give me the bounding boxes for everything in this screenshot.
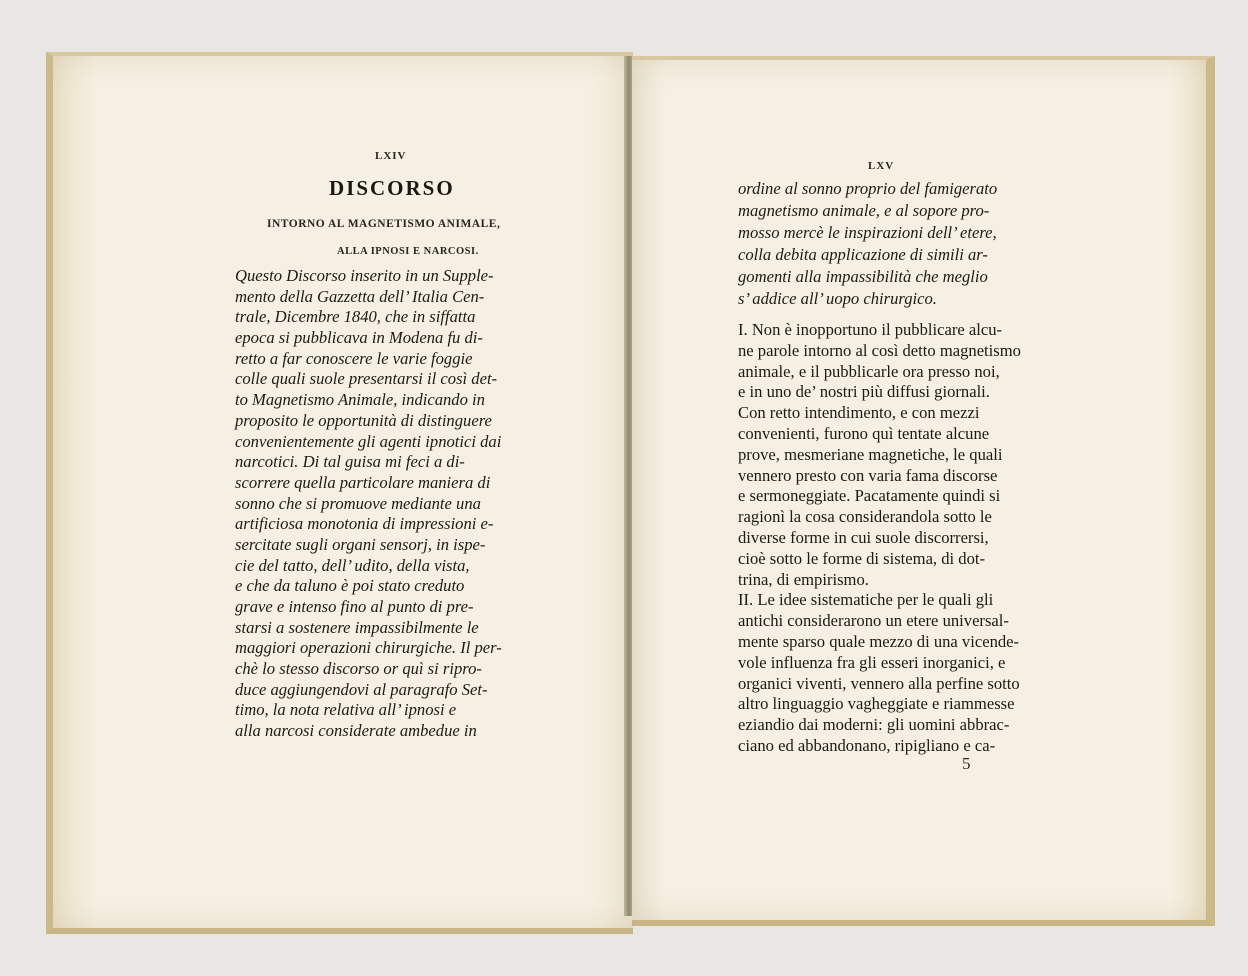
text-line: grave e intenso fino al punto di pre- — [235, 597, 474, 616]
text-line: I. Non è inopportuno il pubblicare alcu- — [738, 320, 1003, 339]
text-line: artificiosa monotonia di impressioni e- — [235, 514, 494, 534]
text-line: timo, la nota relativa all’ ipnosi e — [235, 700, 457, 720]
text-line: vennero presto con varia fama discorse — [738, 465, 998, 485]
text-line: duce aggiungendovi al paragrafo Set- — [235, 679, 488, 699]
text-line: II. Le idee sistematiche per le quali gli — [738, 590, 994, 610]
text-line: cie del tatto, dell’ udito, della vista, — [235, 555, 470, 575]
text-line: diverse forme in cui suole discorrersi, — [738, 527, 989, 547]
text-line: s’ addice all’ uopo chirurgico. — [738, 289, 937, 308]
left-page — [46, 52, 633, 934]
text-line: Questo Discorso inserito in un Supple- — [235, 266, 494, 285]
text-line: organici viventi, vennero alla perfine sotto — [738, 673, 1020, 693]
discourse-subtitle-1: INTORNO AL MAGNETISMO ANIMALE, — [267, 218, 501, 230]
text-line: ordine al sonno proprio del famigerato — [738, 179, 998, 198]
text-line: convenienti, furono quì tentate alcune — [738, 423, 990, 443]
text-line: animale, e il pubblicarle ora presso noi, — [738, 361, 1000, 381]
text-line: retto a far conoscere le varie foggie — [235, 348, 473, 368]
text-line: colle quali suole presentarsi il così det- — [235, 369, 498, 389]
right-page — [632, 56, 1215, 926]
text-line: antichi considerarono un etere universal- — [738, 611, 1009, 631]
text-line: ciano ed abbandonano, ripigliano e ca- — [738, 735, 996, 755]
text-line: sercitate sugli organi sensorj, in ispe- — [235, 534, 486, 554]
text-line: maggiori operazioni chirurgiche. Il per- — [235, 638, 502, 658]
text-line: e in uno de’ nostri più diffusi giornali. — [738, 382, 990, 402]
text-line: epoca si pubblicava in Modena fu di- — [235, 328, 483, 348]
text-line: e che da taluno è poi stato creduto — [235, 576, 465, 596]
text-line: prove, mesmeriane magnetiche, le quali — [738, 444, 1003, 464]
text-line: magnetismo animale, e al sopore pro- — [738, 201, 990, 220]
text-line: Con retto intendimento, e con mezzi — [738, 403, 980, 423]
text-line: e sermoneggiate. Pacatamente quindi si — [738, 486, 1001, 506]
text-line: gomenti alla impassibilità che meglio — [738, 267, 988, 286]
text-line: vole influenza fra gli esseri inorganici, e — [738, 652, 1006, 672]
signature-mark: 5 — [962, 754, 971, 773]
left-page-body — [235, 266, 502, 742]
text-line: chè lo stesso discorso or quì si ripro- — [235, 659, 482, 679]
text-line: sonno che si promuove mediante una — [235, 493, 481, 513]
text-line: ragionì la cosa considerandola sotto le — [738, 507, 992, 527]
text-line: ne parole intorno al così detto magnetismo — [738, 340, 1021, 360]
text-line: convenientemente gli agenti ipnotici dai — [235, 431, 502, 451]
text-line: narcotici. Di tal guisa mi feci a di- — [235, 452, 465, 472]
text-line: cioè sotto le forme di sistema, di dot- — [738, 548, 986, 568]
right-page-italic-intro — [738, 178, 997, 310]
text-line: mente sparso quale mezzo di una vicende- — [738, 631, 1020, 651]
text-line: mento della Gazzetta dell’ Italia Cen- — [235, 286, 485, 306]
text-line: mosso mercè le inspirazioni dell’ etere, — [738, 223, 997, 242]
discourse-subtitle-2: ALLA IPNOSI E NARCOSI. — [337, 246, 479, 257]
text-line: eziandio dai moderni: gli uomini abbrac- — [738, 715, 1010, 735]
text-line: colla debita applicazione di simili ar- — [738, 245, 988, 264]
right-page-folio: LXV — [868, 160, 895, 172]
text-line: trina, di empirismo. — [738, 569, 869, 589]
right-page-body — [738, 320, 1021, 757]
text-line: starsi a sostenere impassibilmente le — [235, 617, 479, 637]
discourse-title: DISCORSO — [329, 176, 455, 200]
text-line: scorrere quella particolare maniera di — [235, 472, 491, 492]
left-page-folio: LXIV — [375, 150, 407, 162]
text-line: to Magnetismo Animale, indicando in — [235, 390, 485, 410]
text-line: altro linguaggio vagheggiate e riammesse — [738, 694, 1015, 714]
text-line: proposito le opportunità di distinguere — [235, 410, 492, 430]
text-line: alla narcosi considerate ambedue in — [235, 721, 477, 741]
text-line: trale, Dicembre 1840, che in siffatta — [235, 307, 476, 327]
